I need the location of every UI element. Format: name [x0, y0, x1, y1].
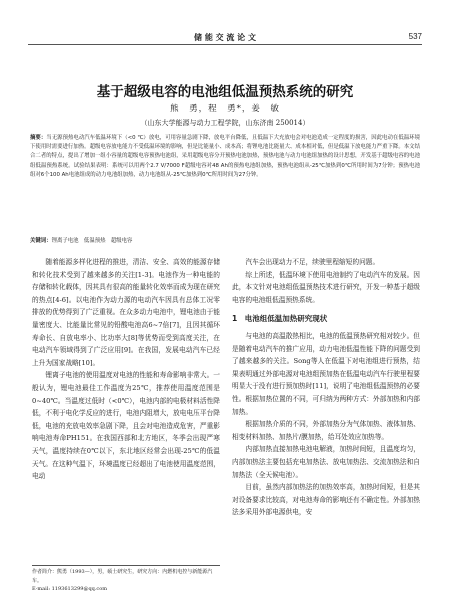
body-paragraph: 锂离子电池的使用温度对电池的性能和寿命影响非常大。一般认为，锂电池最佳工作温度为25℃，推荐使用温度范围是0~40℃。当温度过低时（<0℃），电池内部的电极材料活性降低，不利于电化学反应的进行，电池内阻增大，放电电压平台降低，电池的充放电效率急剧下降，且会对电池造成危害，严重影响电池寿命PH151。在我国西部和北方地区，冬季会出现严寒天气，温度持续在0℃以下，东北地区经常会出现-25℃的低温天气。在这种气温下，环境温度已经超出了电池使用温度范围，电动 [32, 371, 220, 481]
keywords-text: 锂离子电池 低温预热 超级电容 [51, 238, 133, 244]
abstract-label: 摘要： [30, 135, 47, 141]
page-number: 537 [408, 32, 422, 41]
body-paragraph: 综上所述，低温环境下使用电池制约了电动汽车的发展。因此，本文针对电池组低温预热技术进行研究，开发一种基于超级电容的电池组低温预热系统。 [232, 270, 420, 304]
keywords [30, 237, 420, 246]
body-paragraph: 内部加热直接加热电池电解液，加热时间短，且温度均匀，内部加热法主要包括充电加热法、放电加热法、交流加热法和自加热法（全天候电池）。 [232, 445, 420, 479]
right-column [232, 256, 420, 519]
abstract-text: 当无源预热电动汽车低温环境下（<0 ℃）放电，可用容量急剧下降，放电平台降低，且低温下大充放电会对电池造成一定程度的损害，因此电动在低温环境下使用时需要进行加热。超级电容放电能力不受低温环境的影响，但是比能量小、成本高；将锂电池比能量大、成本相对低，但是低温下放电能力严重下降。本文结合二者的特点，提出了增加一组小容量的超级电容预热电池组，采用超级电容分开预热电池加热，预热电池与动力电池组加热的设计思想，开发基于超级电容的电池组低温预热系统。试验结果表明：系统可以用两个2.7 V/7000 F超级电容对48 Ah的预热电池组加热，预热电池组从-25℃加热到0℃所用时间为7分钟；预热电池组对6个100 Ah电池组成的动力电池组加热，动力电池组从-25℃加热到0℃所用时间为27分钟。 [30, 135, 420, 178]
author-bio: 作者简介：熊勇（1993—），男，硕士研究生，研究方向：内燃机电控与新能源汽车。 [32, 569, 213, 584]
author-email: E-mail: 1193613299@qq.com [32, 586, 107, 592]
running-header [28, 30, 422, 45]
affiliation: （山东大学能源与动力工程学院，山东济南 250014） [140, 119, 310, 127]
section-heading: 1 电池组低温加热研究现状 [232, 314, 328, 324]
body-paragraph: 根据加热介质的不同，外部加热分为气体加热、液体加热、相变材料加热、加热片/膜加热，给耳处效应加热等。 [232, 420, 420, 441]
authors: 熊 勇，程 勇*，姜 敏 [170, 104, 280, 114]
paper-title: 基于超级电容的电池组低温预热系统的研究 [96, 84, 354, 100]
journal-name: 储 能 交 流 论 文 [194, 32, 256, 42]
body-paragraph: 与电池的高温散热相比，电池的低温预热研究相对较少。但是随着电动汽车的推广应用，动力电池低温性能下降的问题受到了越来越多的关注。Song等人在低温下对电池组进行预热，结果表明通过外部电源对电池组预加热在低温电动汽车行驶里程要明显大于没有进行预加热时[11]，说明了电池组低温预热的必要性。根据加热位置的不同，可归纳为两种方式：外部加热和内部加热。 [232, 331, 420, 416]
footnote [32, 565, 220, 594]
body-paragraph: 随着能源多样化进程的推进，清洁、安全、高效的能源存储和转化技术受到了越来越多的关注[1-3]。电池作为一种电能的存储和转化载体，因其具有很高的能量转化效率而成为现在研究的热点[4-6]。以电池作为动力源的电动汽车因具有总体工况零排放的优势得到了广泛重视。在众多动力电池中，锂电池由于能量密度大、比能量比常见的铅酸电池高6~7倍[7]，且因其循环寿命长、自放电率小、比功率大[8]等优势而受到高度关注，在电动汽车领域得到了广泛应用[9]。在我国，发展电动汽车已经上升为国家战略[10]。 [32, 258, 220, 367]
left-column [32, 256, 220, 483]
abstract [30, 134, 420, 180]
body-paragraph: 目前，虽然内部加热法的加热效率高，加热时间短，但是其对设备要求比较高，对电池寿命的影响还有不确定性。外部加热法多采用外部电源供电，安 [232, 483, 420, 517]
body-paragraph: 汽车会出现动力不足，续驶里程缩短的问题。 [245, 258, 380, 266]
keywords-label: 关键词： [30, 238, 52, 244]
